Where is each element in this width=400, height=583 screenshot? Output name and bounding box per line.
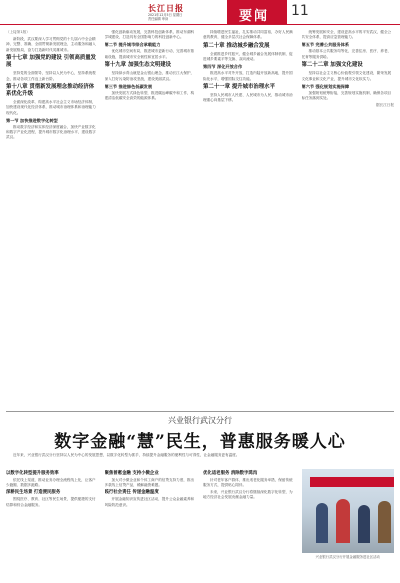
advertorial-column-2 (105, 469, 198, 577)
advertorial-subheading: 聚焦普惠金融 支持小微企业 (104, 471, 159, 476)
article-column-2 (105, 30, 198, 408)
section-title: 要闻 (239, 9, 270, 24)
paragraph: 新阶段，武汉要深入学习贯彻党的十九届六中全会精神，完整、准确、全面贯彻新发展理念，主动服务和融入新发展格局，奋力打造新时代英雄城市。 (6, 37, 96, 52)
header-divider (0, 24, 400, 25)
paragraph: 推动数字经济和实体经济深度融合，加快产业数字化和数字产业化进程，提升城市数字化治理水平，建设数字武汉。 (6, 124, 96, 140)
page-masthead (0, 0, 400, 30)
chapter-heading: 第二十一章 提升城市治理水平 (203, 84, 275, 91)
photo-person (358, 505, 370, 543)
advertorial-columns (6, 469, 394, 577)
paragraph: 开展金融知识宣传进社区活动，提升公众金融素养和风险防范意识。 (104, 497, 195, 507)
edition-meta (148, 13, 182, 21)
article-body (6, 30, 394, 408)
bank-advertorial (6, 415, 394, 578)
advertorial-subheading: 深耕民生场景 打造便民服务 (6, 490, 61, 496)
section-heading: 第四节 深化开放合作 (203, 64, 243, 70)
chapter-heading: 第二十二章 加强文化建设 (301, 62, 363, 69)
paragraph: 加强规划统筹衔接，完善规划实施机制，确保各项目标任务落到实处。 (301, 90, 392, 100)
event-photo (302, 469, 395, 553)
paragraph: 依托线上渠道，推动业务办理全流程线上化，让客户少跑腿、数据多跑路。 (6, 478, 96, 488)
photo-person (378, 501, 391, 543)
advertorial-subheading: 践行社会责任 传递金融温度 (104, 490, 159, 496)
paragraph: 统筹发展和安全，建设更高水平的平安武汉，健全公共安全体系，提高应急管理能力。 (301, 30, 392, 40)
section-divider (6, 411, 394, 412)
chapter-heading: 第十九章 加强生态文明建设 (104, 62, 172, 69)
paragraph: 坚持党的全面领导，坚持以人民为中心，坚持系统观念，推动各项工作迈上新台阶。 (6, 71, 96, 81)
article-column-3 (203, 30, 296, 408)
paragraph: 围绕医疗、教育、社区等民生场景，提供便捷的支付结算和综合金融服务。 (6, 497, 96, 507)
article-credit: 据长江日报 (376, 103, 394, 108)
photo-person (336, 499, 350, 543)
photo-banner (310, 477, 394, 487)
paragraph: 坚持以社会主义核心价值观引领文化建设，繁荣发展文化事业和文化产业，提升城市文化软实力。 (301, 71, 392, 81)
chapter-heading: 第十八章 贯彻新发展理念推动经济体系优化升级 (6, 84, 95, 98)
paragraph: 加快发展方式绿色转型，推进碳达峰碳中和工作，构建清洁低碳安全高效的能源体系。 (104, 90, 195, 100)
bank-name: 兴业银行武汉分行 (168, 416, 232, 425)
editor-line: 责任编辑 审读 (148, 17, 169, 21)
paragraph: 加大对小微企业和个体工商户的信贷支持力度，推出多款线上信贷产品，缓解融资难题。 (104, 478, 195, 488)
chapter-heading: 第十七章 加强党的建设 引领高质量发展 (6, 55, 97, 69)
paragraph: 全面推进乡村振兴，健全城乡融合发展体制机制，促进城乡要素平等交换、双向流动。 (203, 51, 293, 62)
paragraph: 优化城市空间布局，推进城市更新行动，完善城市基础设施，提高城市安全韧性和宜居水平。 (104, 49, 195, 59)
paragraph: 坚持人民城市人民建、人民城市为人民，推动城市治理重心向基层下移。 (203, 93, 293, 103)
section-heading: 第二节 提升城市综合承载能力 (104, 42, 161, 48)
chapter-heading: 第二十章 推动城乡融合发展 (203, 42, 270, 49)
paragraph: 推动基本公共服务均等化，完善住房、医疗、养老、托育等服务供给。 (301, 49, 392, 59)
paragraph: 持续增进民生福祉，扎实推动共同富裕，办好人民满意的教育，健全多层次社会保障体系。 (203, 30, 293, 40)
page-number: 11 (291, 3, 309, 19)
newspaper-logo: 长江日报 (148, 3, 184, 13)
paragraph: 针对老年客户群体，推出适老化服务举措，保留传统服务方式，提供贴心陪伴。 (203, 478, 293, 488)
photo-caption: 兴业银行武汉分行开展金融服务进社区活动 (315, 555, 380, 559)
paragraph: 坚持绿水青山就是金山银山理念，推动长江大保护，深入打好污染防治攻坚战，建设美丽武汉。 (104, 71, 195, 81)
section-heading: 第五节 完善公共服务体系 (301, 42, 350, 48)
advertorial-column-3 (203, 469, 296, 577)
paragraph: 未来，兴业银行武汉分行将继续深化数字化转型，为地方经济社会发展贡献金融力量。 (203, 489, 293, 500)
advertorial-lead: 近年来，兴业银行武汉分行坚持以人民为中心的发展思想，以数字化转型为抓手，持续提升金融服务的便利性与可得性，让金融服务更有温度。 (13, 453, 240, 457)
section-heading: 第六节 强化规划实施保障 (301, 83, 350, 89)
section-banner (227, 0, 287, 24)
paragraph: 强化创新驱动发展，完善科技创新体系，推动东湖科学城建设，打造具有全国影响力的科技创新中心。 (104, 30, 195, 40)
date-line: 2021年12月5日 星期日 (148, 13, 183, 17)
advertorial-subheading: 以数字化转型提升服务效率 (6, 471, 59, 476)
section-heading: 第三节 推进绿色低碳发展 (104, 83, 153, 89)
advertorial-photo-column (302, 469, 395, 577)
article-column-4 (302, 30, 395, 408)
advertorial-headline: 数字金融“慧”民生，普惠服务暖人心 (54, 432, 346, 452)
article-column-1 (6, 30, 99, 408)
section-heading: 第一节 加快推进数字化转型 (6, 117, 58, 123)
photo-person (316, 503, 328, 543)
paragraph: 推进高水平对外开放，打造内陆开放新高地，提升国际化水平，增强国际交往功能。 (203, 71, 293, 81)
advertorial-column-1 (6, 469, 99, 577)
advertorial-subheading: 优化适老服务 消除数字鸿沟 (203, 471, 258, 476)
continued-tag: （上接第1版） (6, 30, 30, 34)
paragraph: 全面深化改革，构建高水平社会主义市场经济体制，加快建设现代化经济体系，推动城市治理体系和治理能力现代化。 (6, 100, 96, 115)
